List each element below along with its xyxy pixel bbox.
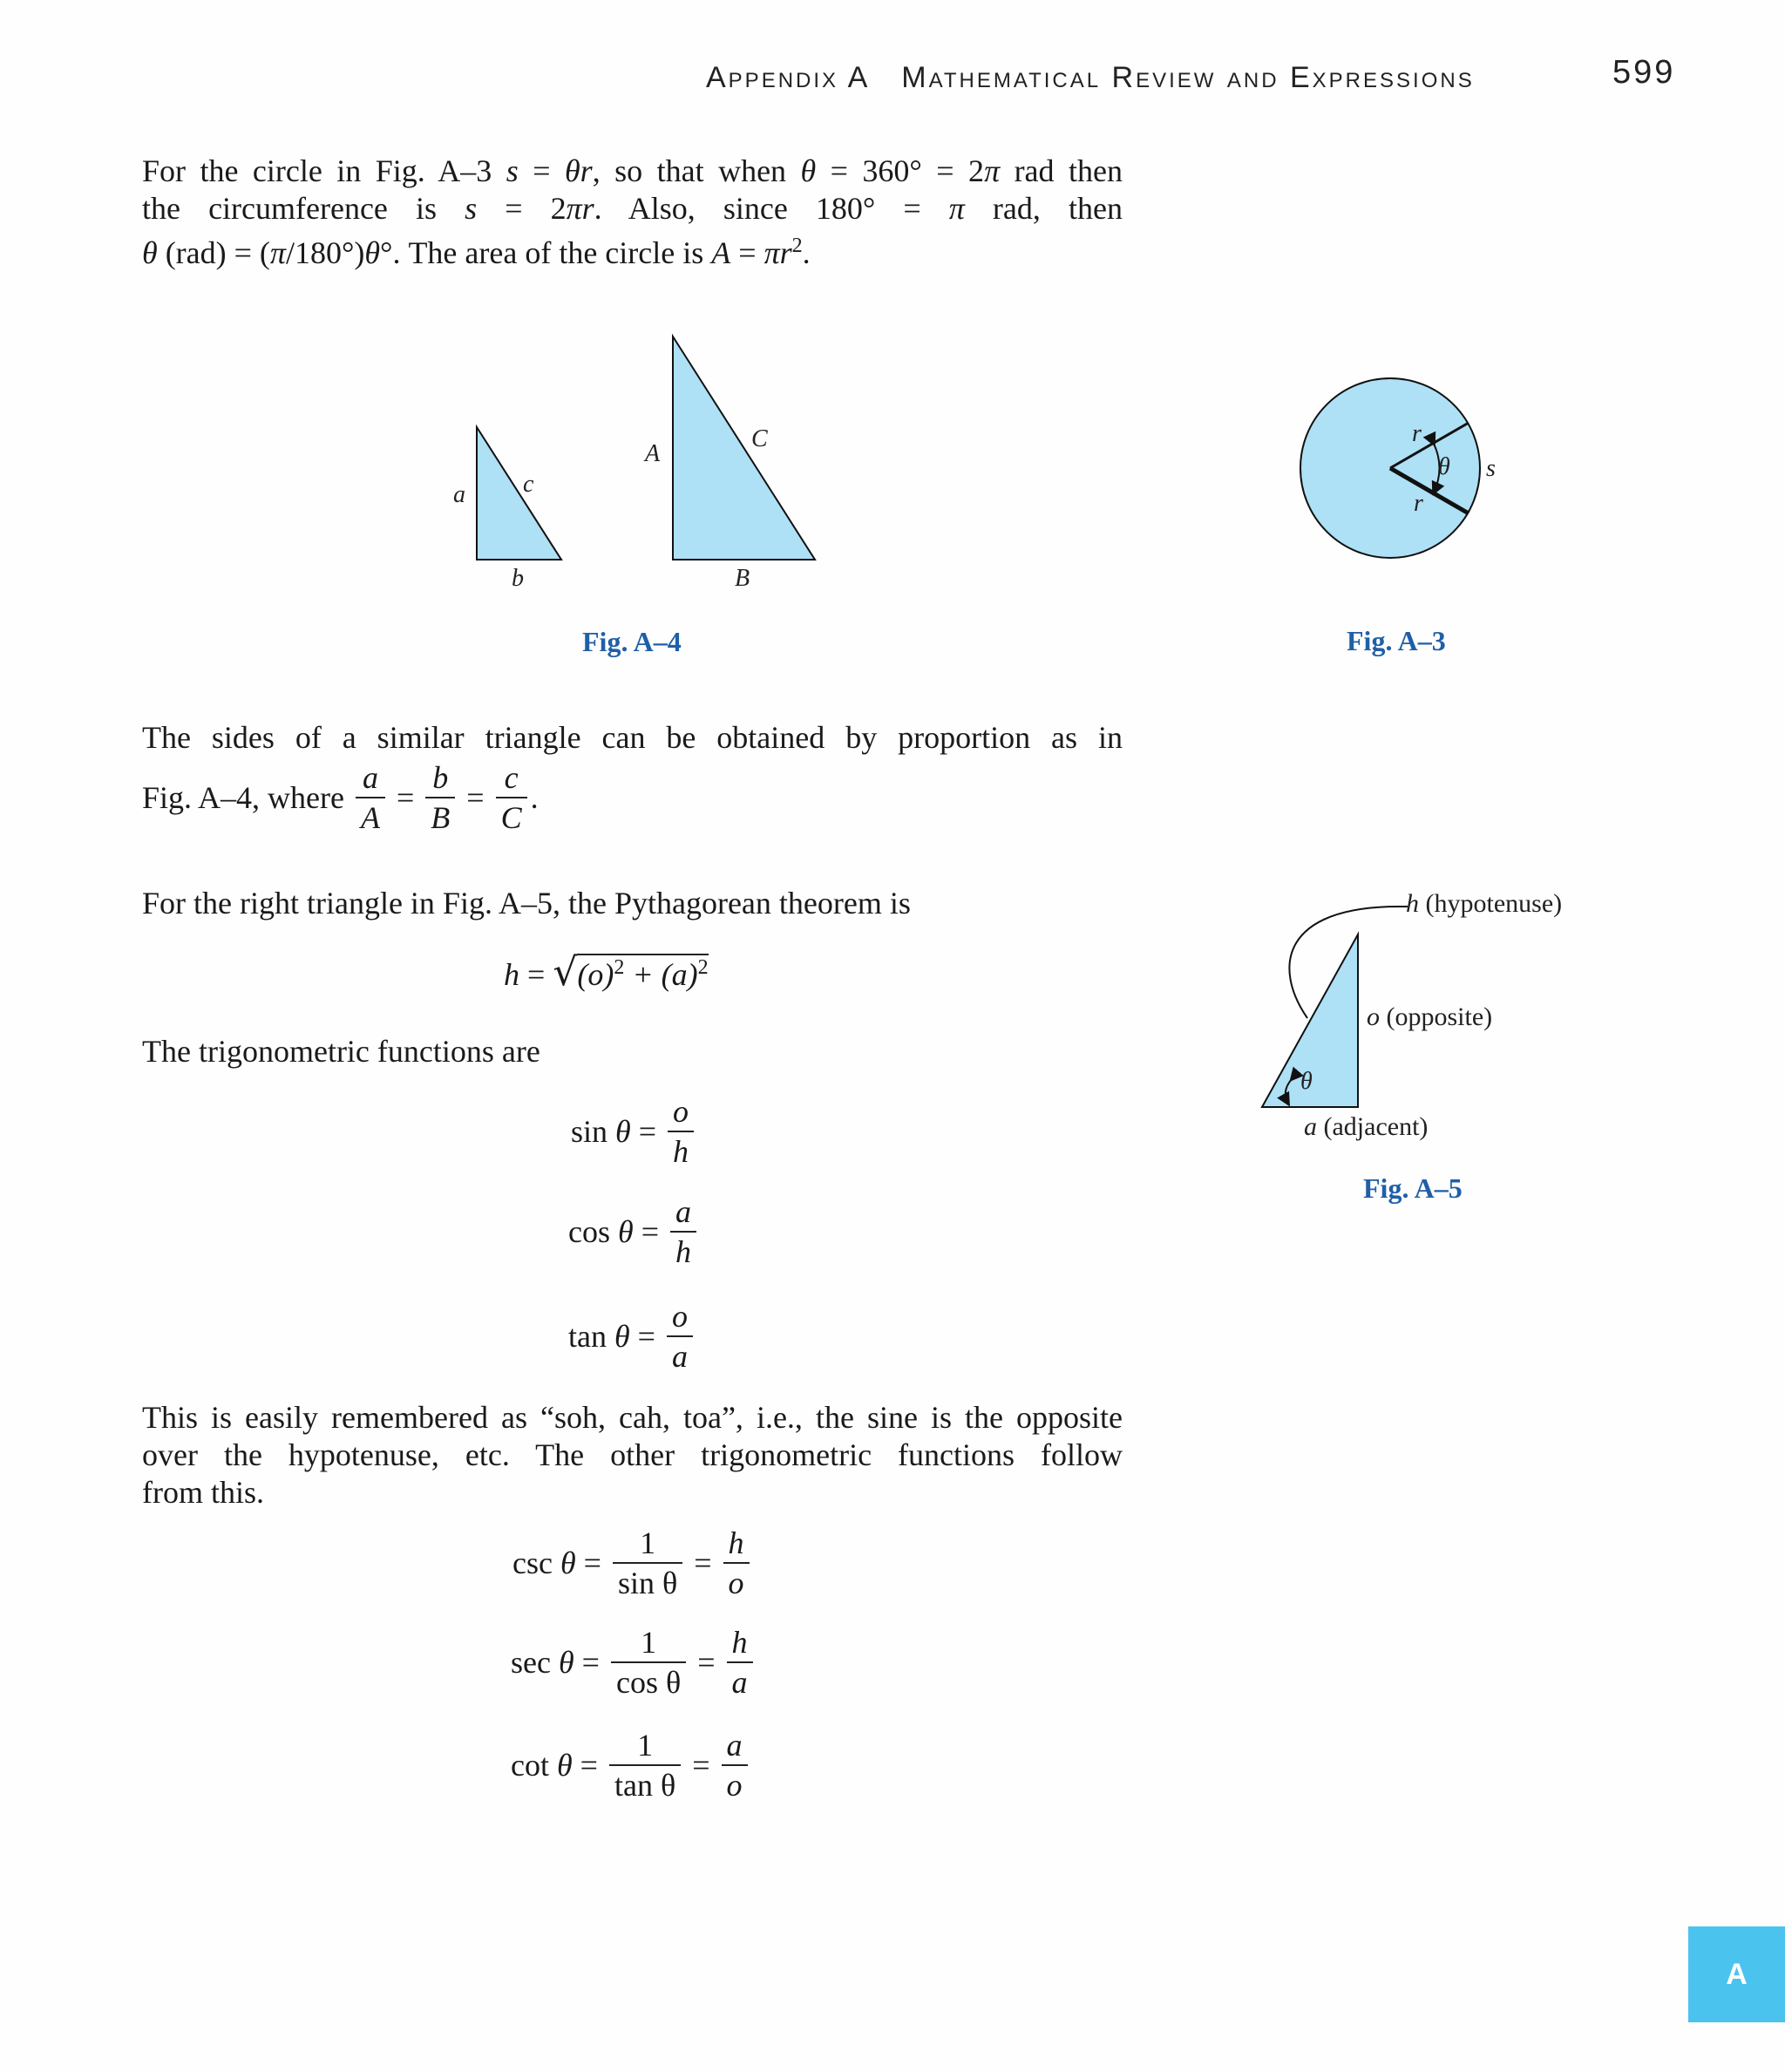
csc-equation: csc θ = $\frac{1}{\text{sin θ}}$ = $\frac{h}{o}$ xyxy=(512,1524,753,1602)
label-c-small: c xyxy=(523,471,534,498)
paragraph-similar xyxy=(142,719,1123,757)
fig-a5-caption: Fig. A–5 xyxy=(1363,1172,1463,1204)
label-opposite: o (opposite) xyxy=(1367,1002,1493,1031)
label-r-top: r xyxy=(1412,420,1422,447)
sec-equation: sec θ = $\frac{1}{\text{cos θ}}$ = $\frac{h}{a}$ xyxy=(511,1623,757,1702)
paragraph-line: θ (rad) = (π/180°)θ°. The area of the circle is $A = \pi r^2$. xyxy=(142,234,811,270)
label-C-large: C xyxy=(751,425,768,452)
paragraph-line: For the circle in Fig. A–3 s = θr, so that when θ = 360° = 2π rad then xyxy=(142,153,1123,188)
label-b-small: b xyxy=(512,565,524,592)
fraction-a-A: $\frac{a}{A}$ xyxy=(356,758,385,837)
label-hypotenuse: h (hypotenuse) xyxy=(1406,889,1563,918)
cos-equation: cos θ = $\frac{a}{h}$ xyxy=(568,1192,700,1271)
label-s-arc: s xyxy=(1486,455,1496,482)
cot-equation: cot θ = $\frac{1}{\text{tan θ}}$ = $\frac{a}{o}$ xyxy=(511,1726,751,1804)
paragraph-circle xyxy=(142,153,1123,272)
fig-a4-caption: Fig. A–4 xyxy=(582,626,682,657)
paragraph-line: For the right triangle in Fig. A–5, the Pythagorean theorem is xyxy=(142,886,911,921)
appendix-title: Mathematical Review and Expressions xyxy=(901,61,1475,94)
fraction-b-B: $\frac{b}{B}$ xyxy=(425,758,455,837)
label-adjacent: a (adjacent) xyxy=(1304,1112,1429,1141)
label-A-large: A xyxy=(645,440,661,467)
label-theta-triangle: θ xyxy=(1300,1068,1313,1095)
sin-equation: sin θ = $\frac{o}{h}$ xyxy=(571,1092,697,1171)
label-B-large: B xyxy=(735,565,750,592)
fig-a3-caption: Fig. A–3 xyxy=(1347,625,1446,656)
appendix-tab: A xyxy=(1688,1926,1785,2022)
pythagorean-equation: $h = √(o)^2 + (a)^2$ xyxy=(504,950,709,995)
circle-figure xyxy=(1290,370,1517,571)
tan-equation: tan θ = $\frac{o}{a}$ xyxy=(568,1297,696,1376)
proportion-line: Fig. A–4, where $\frac{a}{A}$ = $\frac{b}{B}$ = $\frac{c}{C}$ . xyxy=(142,760,539,835)
paragraph-pythagorean xyxy=(142,885,1123,922)
paragraph-trig-intro: The trigonometric functions are xyxy=(142,1034,540,1069)
fraction-c-C: $\frac{c}{C}$ xyxy=(496,758,527,837)
page-number: 599 xyxy=(1612,54,1676,91)
label-r-bottom: r xyxy=(1414,490,1423,517)
large-triangle xyxy=(673,336,815,560)
paragraph-line: the circumference is s = 2πr. Also, since 180° = π rad, then xyxy=(142,191,1123,226)
paragraph-line: The sides of a similar triangle can be obtained by proportion as in xyxy=(142,720,1123,755)
label-theta-circle: θ xyxy=(1438,453,1450,480)
appendix-label: Appendix A xyxy=(706,61,871,94)
similar-triangles-figure xyxy=(436,331,837,610)
label-a-small: a xyxy=(453,481,465,508)
paragraph-soh-cah-toa: This is easily remembered as “soh, cah, toa”, i.e., the sine is the opposite over the hypotenuse, etc. The other trigonometric functions follow from this. xyxy=(142,1400,1123,1510)
small-triangle xyxy=(477,427,561,560)
running-header xyxy=(706,61,1475,95)
